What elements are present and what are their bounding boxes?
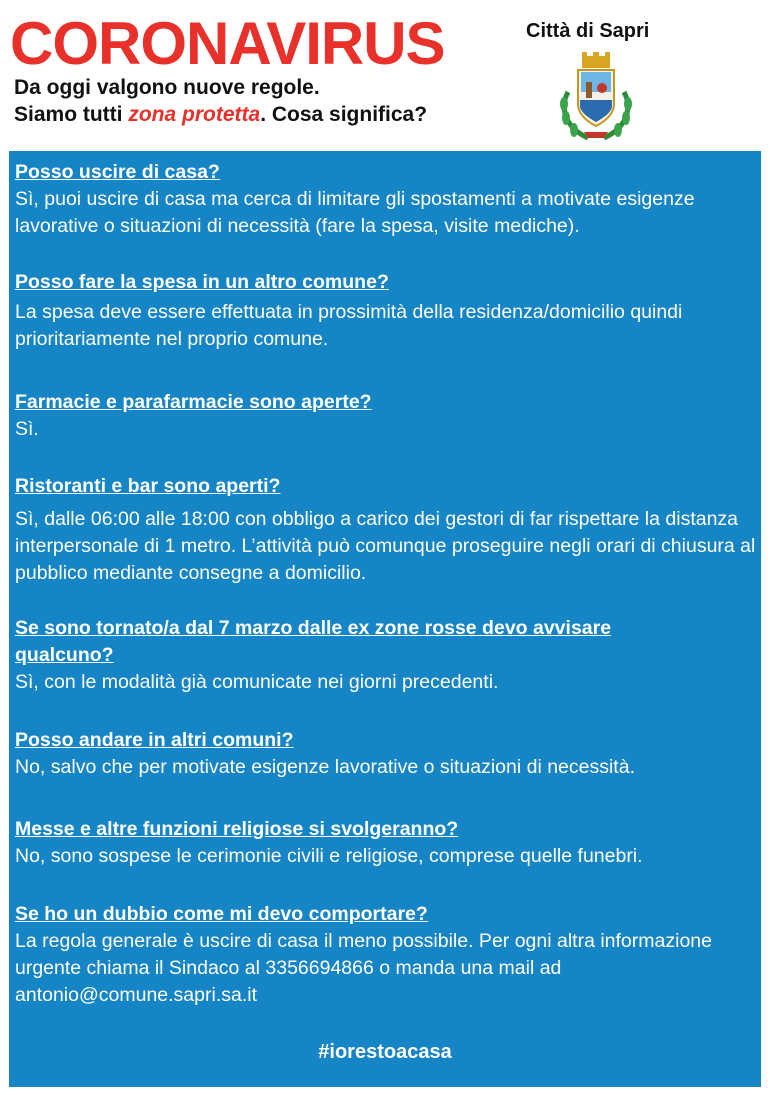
faq-item (15, 816, 643, 870)
faq-answer: La spesa deve essere effettuata in prossimità della residenza/domicilio quindi prioritariamente nel proprio comune. (15, 301, 683, 350)
faq-question: Ristoranti e bar sono aperti? (15, 475, 281, 497)
faq-question: Posso fare la spesa in un altro comune? (15, 271, 389, 293)
faq-answer: Sì, con le modalità già comunicate nei giorni precedenti. (15, 671, 499, 693)
faq-answer: Sì, puoi uscire di casa ma cerca di limitare gli spostamenti a motivate esigenze lavorative o situazioni di necessità (fare la spesa, visite mediche). (15, 188, 695, 237)
faq-answer: No, salvo che per motivate esigenze lavorative o situazioni di necessità. (15, 756, 635, 778)
faq-answer: La regola generale è uscire di casa il meno possibile. Per ogni altra informazione urgente chiama il Sindaco al 3356694866 o manda una mail ad antonio@comune.sapri.sa.it (15, 930, 712, 1006)
faq-question: Se sono tornato/a dal 7 marzo dalle ex zone rosse devo avvisare qualcuno? (15, 617, 612, 666)
faq-answer: No, sono sospese le cerimonie civili e religiose, comprese quelle funebri. (15, 845, 643, 867)
subtitle-line-1: Da oggi valgono nuove regole. (14, 76, 320, 99)
faq-item (15, 473, 757, 587)
faq-question: Posso uscire di casa? (15, 161, 220, 183)
subtitle-highlight: zona protetta (128, 103, 261, 126)
faq-item (15, 615, 715, 696)
faq-answer: Sì. (15, 418, 39, 440)
header (0, 0, 770, 150)
hashtag: #iorestoacasa (318, 1041, 452, 1063)
faq-question: Posso andare in altri comuni? (15, 729, 294, 751)
subtitle-line-2-start: Siamo tutti (14, 103, 129, 126)
faq-question: Messe e altre funzioni religiose si svolgeranno? (15, 818, 459, 840)
subtitle-line-2 (14, 101, 427, 128)
city-name: Città di Sapri (526, 20, 650, 42)
faq-item (15, 269, 735, 353)
subtitle-line-2-end: . Cosa significa? (260, 103, 428, 126)
subtitle (14, 74, 427, 128)
coat-of-arms-icon (556, 52, 636, 142)
faq-item (15, 389, 372, 443)
faq-item (15, 159, 757, 240)
faq-question: Se ho un dubbio come mi devo comportare? (15, 903, 428, 925)
faq-item (15, 727, 635, 781)
faq-answer: Sì, dalle 06:00 alle 18:00 con obbligo a carico dei gestori di far rispettare la distanza interpersonale di 1 metro. L’attività può comunque proseguire negli orari di chiusura al pubblico mediante consegne a domicilio. (15, 508, 756, 584)
faq-question: Farmacie e parafarmacie sono aperte? (15, 391, 372, 413)
faq-item (15, 901, 755, 1009)
info-panel (9, 151, 761, 1087)
page-title: CORONAVIRUS (10, 10, 445, 77)
